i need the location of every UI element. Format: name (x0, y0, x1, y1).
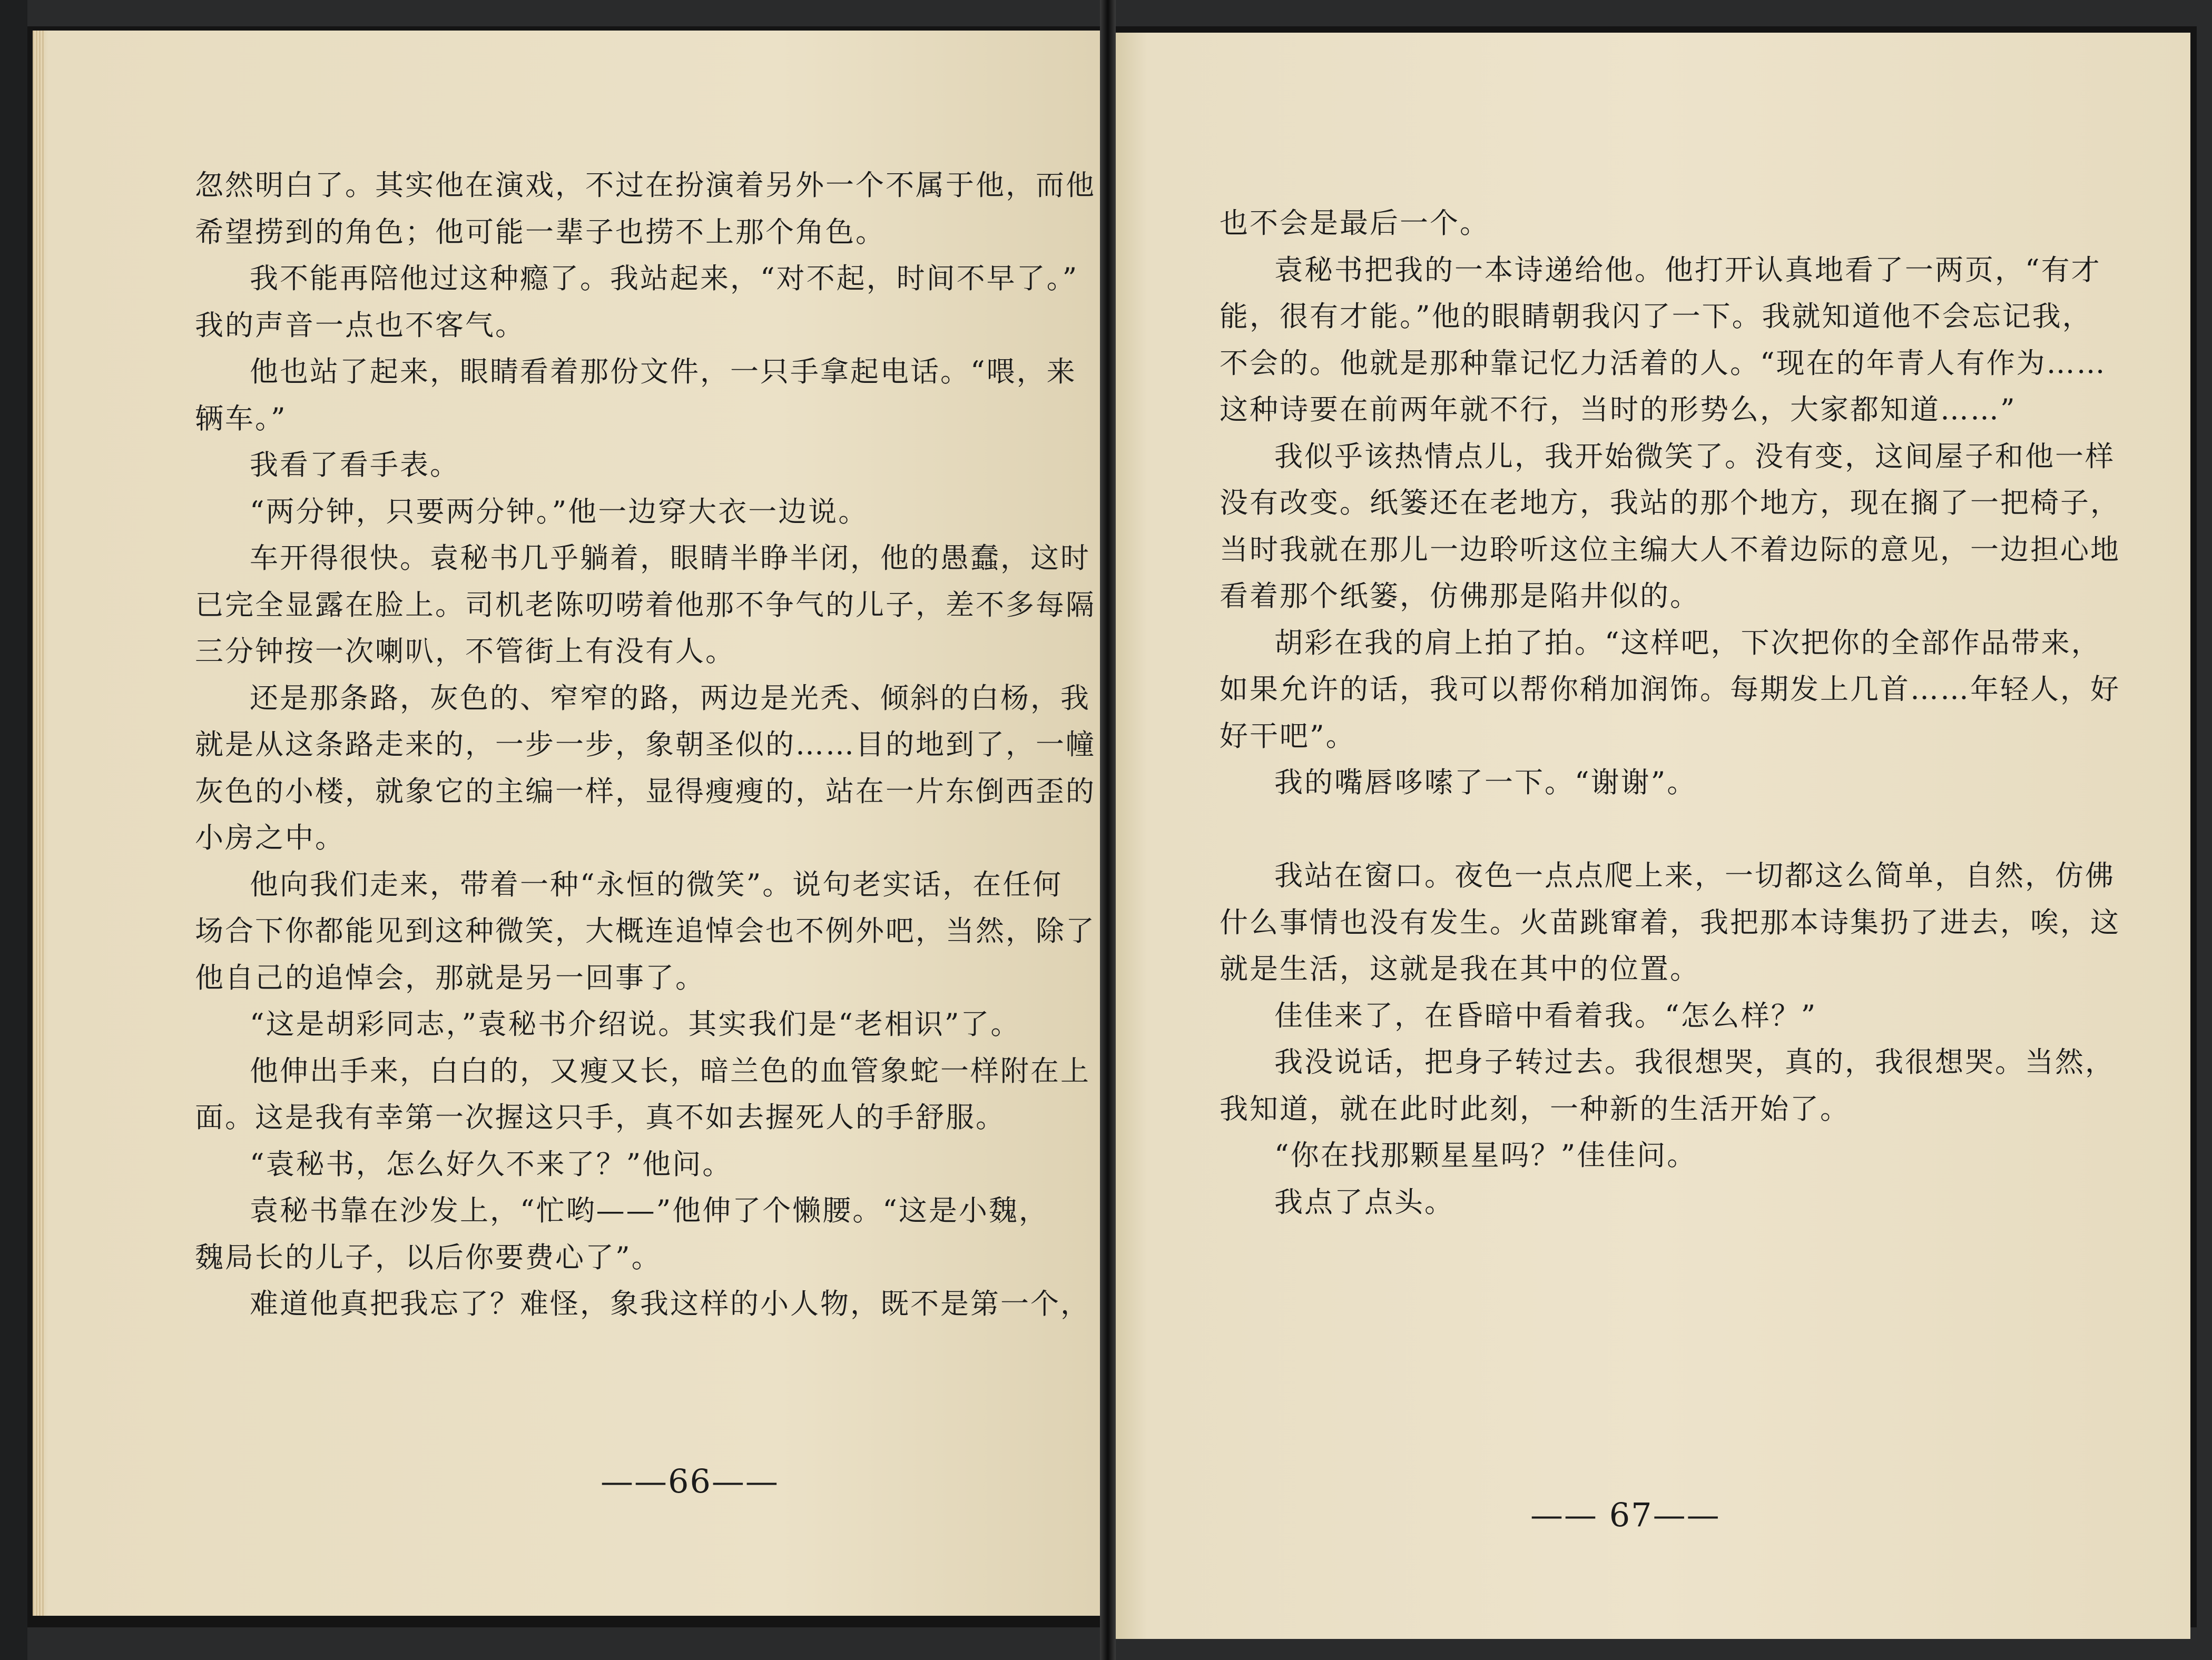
text-line: 佳佳来了，在昏暗中看着我。“怎么样？” (1274, 999, 1817, 1032)
text-line: 忽然明白了。其实他在演戏，不过在扮演着另外一个不属于他，而他 (195, 169, 1096, 202)
text-line: 也不会是最后一个。 (1220, 206, 1490, 240)
text-line: 看着那个纸篓，仿佛那是陷井似的。 (1220, 579, 1700, 612)
book-gutter (1100, 0, 1116, 1660)
text-line: “你在找那颗星星吗？”佳佳问。 (1274, 1139, 1697, 1172)
text-line: 这种诗要在前两年就不行，当时的形势么，大家都知道……” (1220, 393, 2017, 426)
text-line: 面。这是我有幸第一次握这只手，真不如去握死人的手舒服。 (195, 1101, 1006, 1134)
text-line: 我没说话，把身子转过去。我很想哭，真的，我很想哭。当然， (1274, 1045, 2115, 1079)
left-page-text (195, 162, 1096, 1328)
paragraph-gap (1220, 806, 2126, 853)
right-page-number: —— 67—— (1530, 1496, 1721, 1534)
text-line: 希望捞到的角色；他可能一辈子也捞不上那个角色。 (195, 215, 886, 249)
text-line: 灰色的小楼，就象它的主编一样，显得瘦瘦的，站在一片东倒西歪的 (195, 774, 1096, 808)
text-line: 场合下你都能见到这种微笑，大概连追悼会也不例外吧，当然，除了 (195, 914, 1096, 947)
text-line: 车开得很快。袁秘书几乎躺着，眼睛半睁半闭，他的愚蠢，这时 (250, 541, 1090, 575)
text-line: 他伸出手来，白白的，又瘦又长，暗兰色的血管象蛇一样附在上 (250, 1054, 1090, 1088)
text-line: 已完全显露在脸上。司机老陈叨唠着他那不争气的儿子，差不多每隔 (195, 588, 1096, 621)
text-line: 三分钟按一次喇叭，不管街上有没有人。 (195, 635, 735, 668)
text-line: 他自己的追悼会，那就是另一回事了。 (195, 961, 705, 994)
text-line: “这是胡彩同志，”袁秘书介绍说。其实我们是“老相识”了。 (250, 1007, 1021, 1041)
text-line: 袁秘书把我的一本诗递给他。他打开认真地看了一两页，“有才 (1274, 253, 2101, 286)
text-line: 他也站了起来，眼睛看着那份文件，一只手拿起电话。“喂，来 (250, 355, 1077, 388)
text-line: 什么事情也没有发生。火苗跳窜着，我把那本诗集扔了进去，唉，这 (1220, 905, 2120, 939)
text-line: 袁秘书靠在沙发上，“忙哟——”他伸了个懒腰。“这是小魏， (250, 1194, 1049, 1227)
text-line: 不会的。他就是那种靠记忆力活着的人。“现在的年青人有作为…… (1220, 346, 2107, 380)
text-line: 我站在窗口。夜色一点点爬上来，一切都这么简单，自然，仿佛 (1274, 859, 2115, 892)
text-line: 就是从这条路走来的，一步一步，象朝圣似的……目的地到了，一幢 (195, 728, 1096, 761)
text-line: 就是生活，这就是我在其中的位置。 (1220, 952, 1700, 985)
text-line: 当时我就在那儿一边聆听这位主编大人不着边际的意见，一边担心地 (1220, 532, 2120, 566)
text-line: 我看了看手表。 (250, 448, 460, 481)
text-line: 他向我们走来，带着一种“永恒的微笑”。说句老实话，在任何 (250, 867, 1063, 901)
text-line: 小房之中。 (195, 821, 345, 854)
text-line: 好干吧”。 (1220, 719, 1356, 753)
text-line: 能，很有才能。”他的眼睛朝我闪了一下。我就知道他不会忘记我， (1220, 300, 2092, 333)
text-line: 魏局长的儿子，以后你要费心了”。 (195, 1240, 662, 1274)
text-line: 难道他真把我忘了？难怪，象我这样的小人物，既不是第一个， (250, 1287, 1090, 1320)
text-line: 我似乎该热情点儿，我开始微笑了。没有变，这间屋子和他一样 (1274, 439, 2115, 473)
text-line: 如果允许的话，我可以帮你稍加润饰。每期发上几首……年轻人，好 (1220, 673, 2120, 706)
text-line: “袁秘书，怎么好久不来了？”他问。 (250, 1147, 733, 1181)
text-line: 还是那条路，灰色的、窄窄的路，两边是光秃、倾斜的白杨，我 (250, 681, 1090, 715)
right-page-text (1220, 200, 2126, 1226)
text-line: 我的嘴唇哆嗦了一下。“谢谢”。 (1274, 766, 1697, 799)
text-line: 我的声音一点也不客气。 (195, 308, 525, 342)
left-page-number: ——66—— (601, 1462, 779, 1500)
text-line: 胡彩在我的肩上拍了拍。“这样吧，下次把你的全部作品带来， (1274, 626, 2101, 659)
text-line: 我不能再陪他过这种瘾了。我站起来，“对不起，时间不早了。” (250, 262, 1079, 295)
text-line: “两分钟，只要两分钟。”他一边穿大衣一边说。 (250, 495, 869, 528)
text-line: 我知道，就在此时此刻，一种新的生活开始了。 (1220, 1092, 1850, 1125)
text-line: 我点了点头。 (1274, 1185, 1454, 1219)
text-line: 辆车。” (195, 401, 287, 435)
background-strip (0, 0, 27, 1660)
text-line: 没有改变。纸篓还在老地方，我站的那个地方，现在搁了一把椅子， (1220, 486, 2120, 519)
